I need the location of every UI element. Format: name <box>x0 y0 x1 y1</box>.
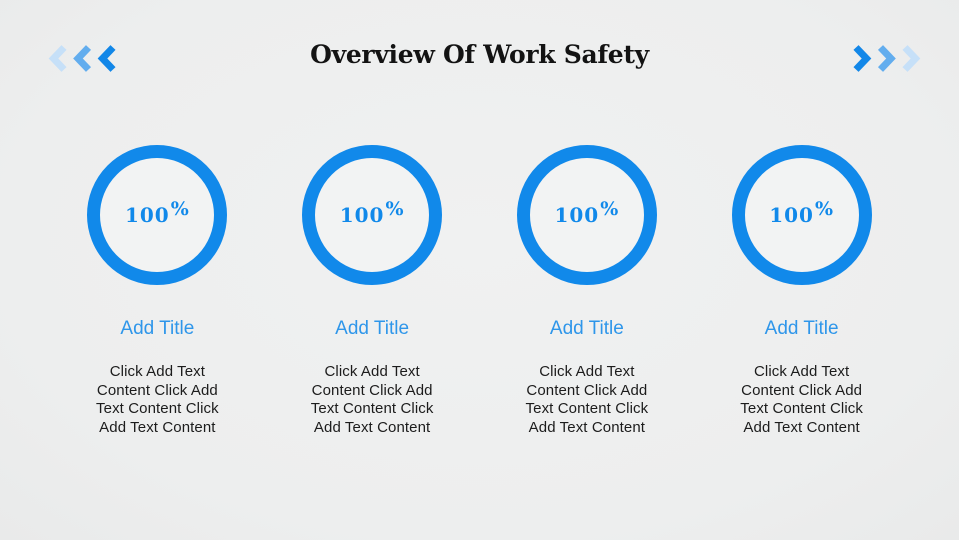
card-body-line: Text Content Click <box>310 400 434 417</box>
stat-card-3 <box>480 145 695 437</box>
percent-sign: % <box>814 197 835 220</box>
next-slide-button[interactable] <box>850 45 922 72</box>
card-body-line: Add Text Content <box>313 418 431 436</box>
percent-text <box>339 197 405 227</box>
card-title: Add Title <box>549 318 624 339</box>
card-body <box>96 363 219 437</box>
card-title: Add Title <box>335 318 410 339</box>
percent-ring <box>302 145 442 285</box>
card-body-line: Text Content Click <box>96 400 219 417</box>
percent-sign: % <box>385 197 405 220</box>
card-title: Add Title <box>120 318 195 339</box>
card-body <box>740 363 863 437</box>
card-body-line: Text Content Click <box>525 400 649 417</box>
percent-value: 100 <box>554 202 600 227</box>
stat-card-2 <box>265 145 480 437</box>
chevrons-right-icon <box>850 45 922 72</box>
percent-sign: % <box>170 197 190 220</box>
stat-card-4 <box>694 145 909 437</box>
card-body-line: Content Click Add <box>311 381 433 399</box>
percent-value: 100 <box>339 202 385 227</box>
card-title: Add Title <box>764 318 839 339</box>
card-body-line: Click Add Text <box>109 363 206 380</box>
percent-text <box>769 197 835 227</box>
card-body-line: Add Text Content <box>743 418 860 436</box>
card-body-line: Click Add Text <box>539 363 635 380</box>
card-body-line: Add Text Content <box>99 418 216 436</box>
card-body-line: Text Content Click <box>740 400 863 417</box>
stat-card-1 <box>50 145 265 437</box>
card-body-line: Click Add Text <box>753 363 850 380</box>
card-body <box>526 363 649 437</box>
percent-ring <box>87 145 227 285</box>
percent-value: 100 <box>124 202 170 227</box>
card-body-line: Click Add Text <box>324 363 420 380</box>
percent-text <box>554 197 620 227</box>
percent-ring <box>517 145 657 285</box>
card-body-line: Content Click Add <box>96 381 218 399</box>
percent-value: 100 <box>769 202 814 227</box>
slide-title: Overview Of Work Safety <box>310 40 649 69</box>
percent-ring <box>732 145 872 285</box>
card-body-line: Content Click Add <box>741 381 863 399</box>
percent-text <box>124 197 190 227</box>
stat-cards-row <box>50 145 909 437</box>
card-body-line: Add Text Content <box>528 418 646 436</box>
card-body-line: Content Click Add <box>526 381 648 399</box>
percent-sign: % <box>600 197 620 220</box>
card-body <box>311 363 434 437</box>
